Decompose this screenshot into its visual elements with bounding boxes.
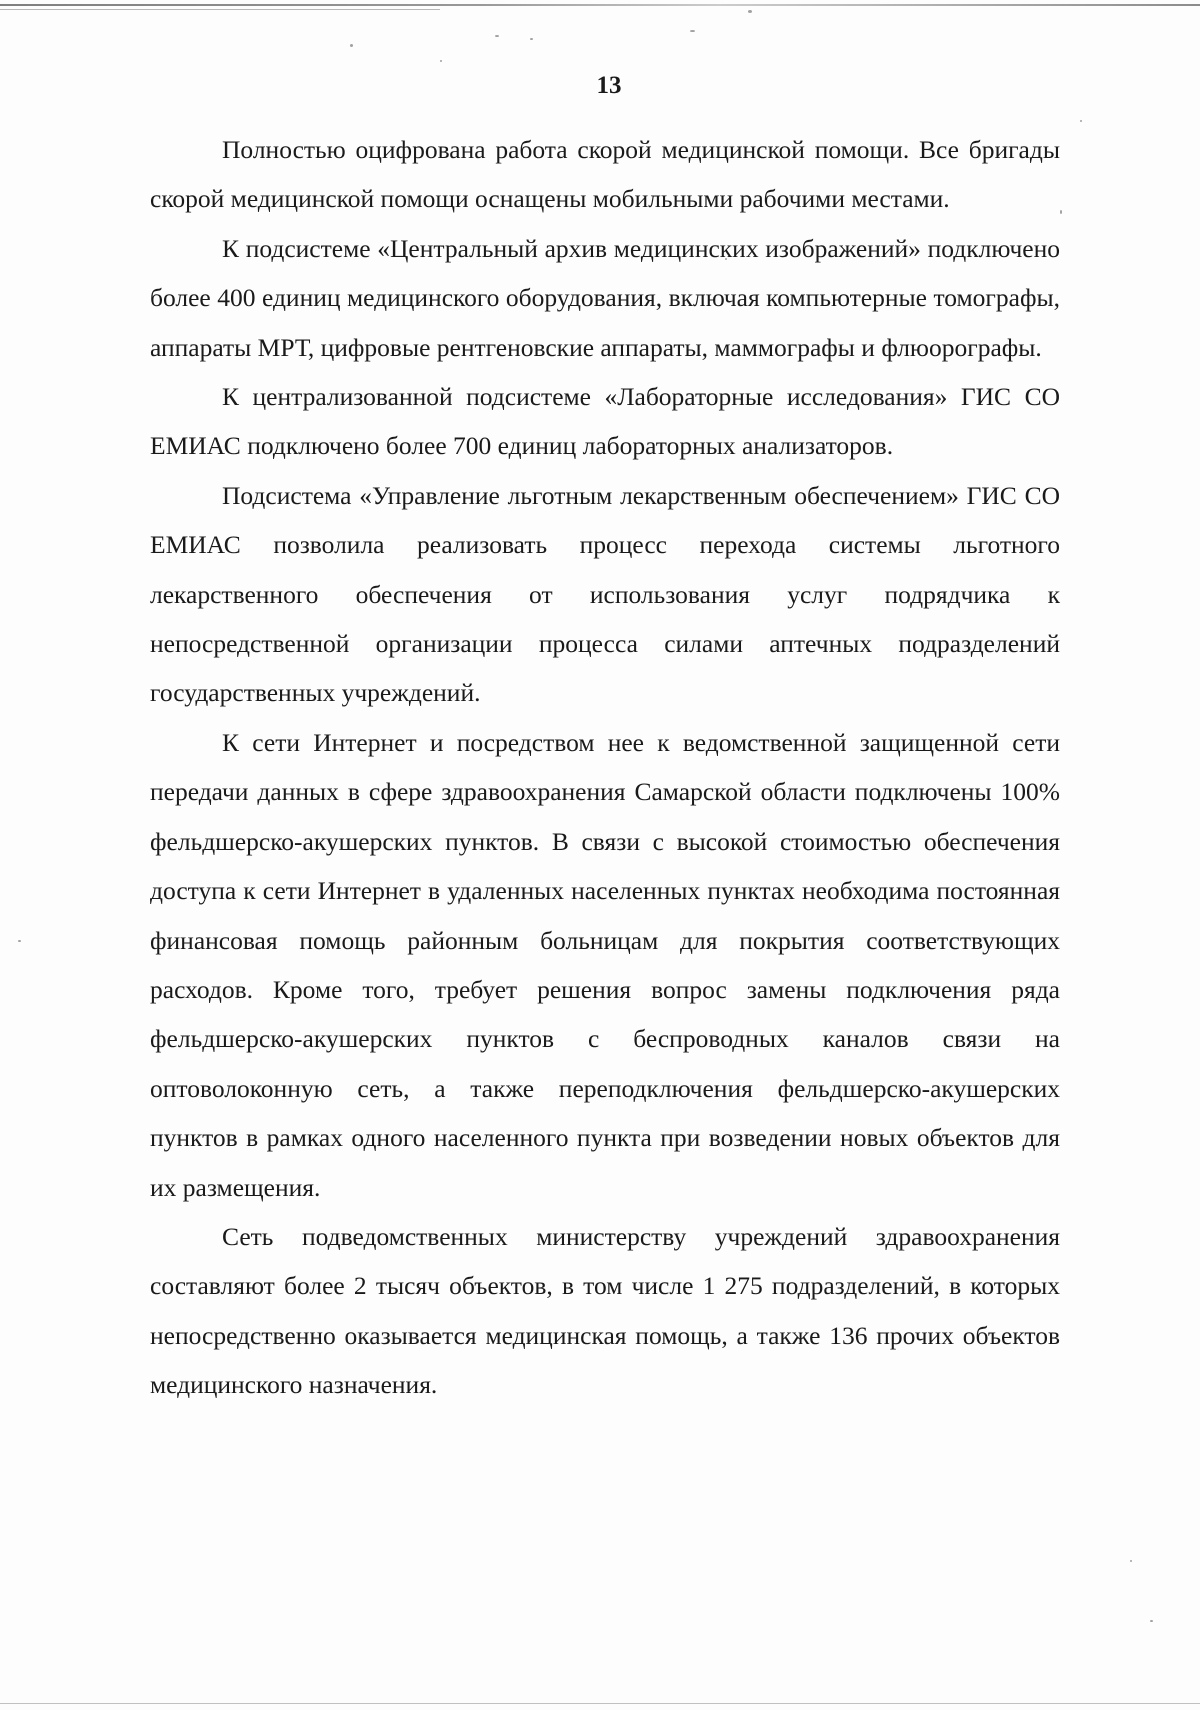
paragraph: К централизованной подсистеме «Лабораторные исследования» ГИС СО ЕМИАС подключено более 700 единиц лабораторных анализаторов. [150,382,1060,461]
paragraph: Сеть подведомственных министерству учреждений здравоохранения составляют более 2 тысяч объектов, в том числе 1 275 подразделений, в которых непосредственно оказывается медицинская помощь, а также 136 прочих объектов медицинского назначения. [150,1221,1060,1400]
scan-speck [1060,210,1062,214]
scan-speck [530,38,533,40]
scan-edge-top-secondary [0,9,440,10]
page-number: 13 [596,72,622,99]
scan-speck [1130,1560,1132,1562]
paragraph: К сети Интернет и посредством нее к ведомственной защищенной сети передачи данных в сфере здравоохранения Самарской области подключены 100% фельдшерско-акушерских пунктов. В связи с высокой стоимостью обеспечения доступа к сети Интернет в удаленных населенных пунктах необходима постоянная финансовая помощь районным больницам для покрытия соответствующих расходов. Кроме того, требует решения вопрос замены подключения ряда фельдшерско-акушерских пунктов с беспроводных каналов связи на оптоволоконную сеть, а также переподключения фельдшерско-акушерских пунктов в рамках одного населенного пункта при возведении новых объектов для их размещения. [150,727,1060,1202]
paragraph: Подсистема «Управление льготным лекарственным обеспечением» ГИС СО ЕМИАС позволила реализовать процесс перехода системы льготного лекарственного обеспечения от использования услуг подрядчика к непосредственной организации процесса силами аптечных подразделений государственных учреждений. [150,480,1060,708]
scan-speck [1080,120,1082,122]
scan-speck [18,940,21,942]
paragraph: К подсистеме «Центральный архив медицинских изображений» подключено более 400 единиц медицинского оборудования, включая компьютерные томографы, аппараты МРТ, цифровые рентгеновские аппараты, маммографы и флюорографы. [150,233,1060,362]
scan-edge-top [0,4,1200,6]
document-body [150,125,1060,1410]
scan-speck [350,44,353,47]
paragraph: Полностью оцифрована работа скорой медицинской помощи. Все бригады скорой медицинской помощи оснащены мобильными рабочими местами. [150,135,1060,214]
scan-speck [495,35,499,37]
scan-speck [690,30,695,32]
scan-edge-bottom [0,1703,1200,1704]
scan-speck [1150,1620,1153,1622]
scan-speck [748,10,752,13]
scan-speck [440,60,442,62]
